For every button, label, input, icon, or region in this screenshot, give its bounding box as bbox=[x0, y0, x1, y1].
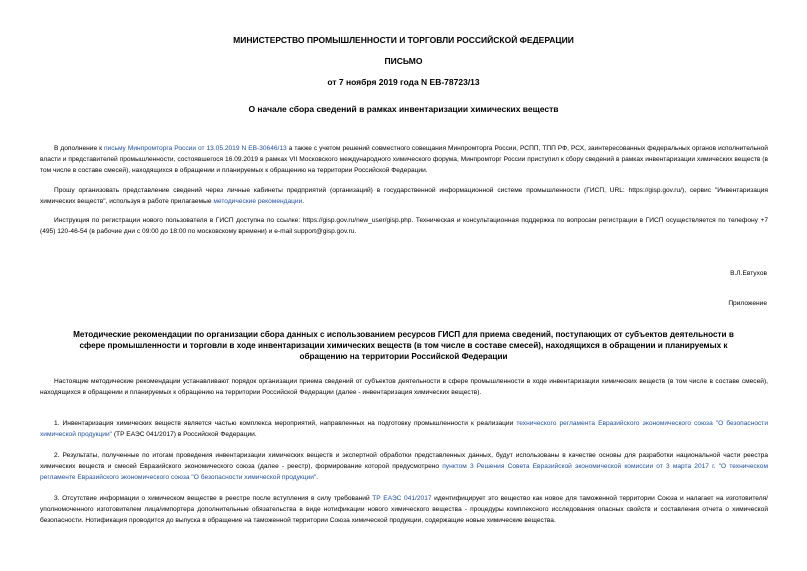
item2-text-1: 2. Результаты, полученные по итогам проведения инвентаризации химических веществ и экспертной обработки представленных данных, будут использованы в качестве основы для разработки национальной части реестра химических веществ и смесей Евразийского экономического союза (далее - реестр), формирование которой предусмотрено bbox=[40, 452, 768, 470]
tech-regulation-link[interactable]: технического регламента Евразийского экономического союза "О безопасности химической продукции" bbox=[40, 420, 769, 438]
appendix-item-1 bbox=[40, 418, 768, 440]
p1-text-1: В дополнение к bbox=[54, 145, 104, 152]
methodical-recommendations-link[interactable]: методические рекомендации bbox=[213, 198, 303, 205]
letter-paragraph-2 bbox=[40, 185, 768, 207]
p1-text-2: а также с учетом решений совместного совещания Минпромторга России, РСПП, ТПП РФ, РСХ, заинтересованных федеральных органов исполнительной власти и представителей промышленности, состоявшегося 16.09.2019 в рамках VII Московского международного химического форума, Минпромторг России приступил к сбору сведений в рамках инвентаризации химических веществ (в том числе в составе смесей), находящихся в обращении и планируемых к обращению на территории Российской Федерации. bbox=[40, 145, 768, 174]
item1-text-2: (ТР ЕАЭС 041/2017) в Российской Федерации. bbox=[112, 431, 257, 438]
letter-reference-link[interactable]: письму Минпромторга России от 13.05.2019 N ЕВ-30646/13 bbox=[103, 145, 287, 152]
attachment-label: Приложение bbox=[728, 300, 767, 307]
tr-eaes-link[interactable]: ТР ЕАЭС 041/2017 bbox=[372, 495, 432, 502]
doc-type-heading: ПИСЬМО bbox=[384, 56, 423, 66]
p2-text-2: . bbox=[302, 198, 305, 205]
item3-text-1: 3. Отсутствие информации о химическом веществе в реестре после вступления в силу требований bbox=[54, 495, 373, 502]
appendix-item-3 bbox=[40, 493, 768, 526]
p2-text-1: Прошу организовать представление сведений через личные кабинеты предприятий (организаций) в государственной информационной системе промышленности (ГИСП, URL: https://gisp.gov.ru/), сервис "Инвентаризация химических веществ", используя в работе прилагаемые bbox=[40, 187, 768, 205]
signature: В.Л.Евтухов bbox=[730, 270, 767, 277]
appendix-item-2 bbox=[40, 450, 768, 483]
commission-decision-link[interactable]: пунктом 3 Решения Совета Евразийской экономической комиссии от 3 марта 2017 г. "О техническом регламенте Евразийского экономического союза "О безопасности химической продукции" bbox=[40, 463, 768, 481]
date-number-heading: от 7 ноября 2019 года N ЕВ-78723/13 bbox=[327, 77, 480, 87]
item1-text-1: 1. Инвентаризация химических веществ является частью комплекса мероприятий, направленных на подготовку промышленности к реализации bbox=[54, 420, 517, 427]
item2-text-2: . bbox=[316, 474, 319, 481]
intro-text: Настоящие методические рекомендации устанавливают порядок организации приема сведений от субъектов деятельности в сфере промышленности в ходе инвентаризации химических веществ (в том числе в составе смесей), находящихся в обращении и планируемых к обращению на территории Российской Федерации (далее - инвентаризация химических веществ). bbox=[40, 378, 768, 396]
ministry-heading: МИНИСТЕРСТВО ПРОМЫШЛЕННОСТИ И ТОРГОВЛИ РОССИЙСКОЙ ФЕДЕРАЦИИ bbox=[233, 35, 574, 45]
p3-text: Инструкция по регистрации нового пользователя в ГИСП доступна по ссылке: https://gisp.gov.ru/new_user/gisp.php. Техническая и консультационная поддержка по вопросам регистрации в ГИСП осуществляется по телефону +7 (495) 120-46-54 (в рабочие дни с 09:00 до 18:00 по московскому времени) и e-mail support@gisp.gov.ru. bbox=[40, 217, 768, 235]
subject-heading: О начале сбора сведений в рамках инвентаризации химических веществ bbox=[248, 104, 559, 114]
appendix-intro bbox=[40, 376, 768, 398]
letter-paragraph-3 bbox=[40, 215, 768, 237]
appendix-title: Методические рекомендации по организации сбора данных с использованием ресурсов ГИСП для приема сведений, поступающих от субъектов деятельности в сфере промышленности и торговли в ходе инвентаризации химических веществ (в том числе в составе смесей), находящихся в обращении и планируемых к обращению на территории Российской Федерации bbox=[73, 330, 734, 361]
letter-paragraph-1 bbox=[40, 143, 768, 176]
item3-text-2: идентифицирует это вещество как новое для таможенной территории Союза и налагает на изготовителя/уполномоченного изготовителем лица/импортера дополнительные обязательства в виде нотификации нового химического вещества - процедуры комплексного исследования опасных свойств и составления отчета о химической безопасности. Нотификация проводится до выпуска в обращение на таможенной территории Союза химической продукции, содержащие новые химические вещества. bbox=[40, 495, 769, 524]
